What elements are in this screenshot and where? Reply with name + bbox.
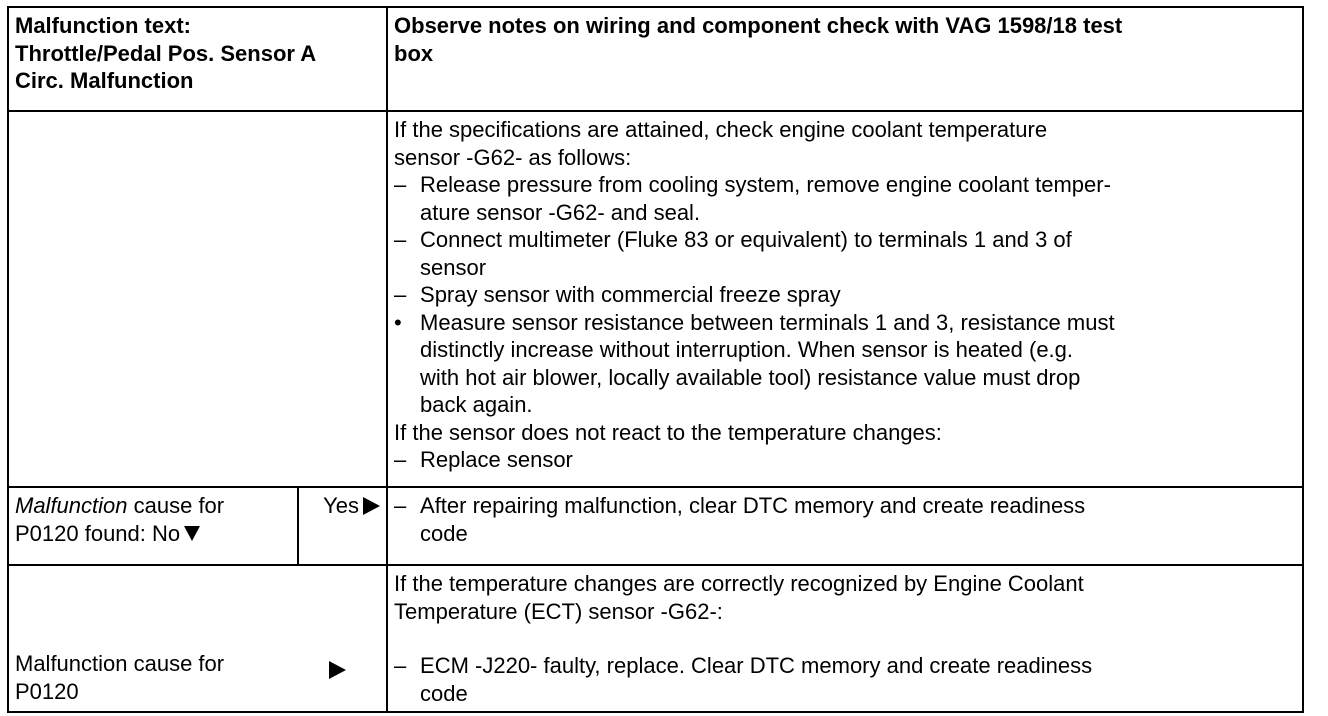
ecm-cell	[387, 565, 1303, 712]
malfunction-text-line-2: Throttle/Pedal Pos. Sensor A	[15, 40, 317, 66]
outro-line: If the sensor does not react to the temperature changes:	[394, 419, 942, 445]
cause-text: cause for	[127, 493, 225, 518]
ecm-row	[8, 565, 1303, 712]
step-line: code	[420, 520, 468, 546]
step-freeze-spray	[394, 281, 1296, 309]
yes-cell	[298, 487, 387, 565]
after-repair-cell	[387, 487, 1303, 565]
arrow-right-icon	[363, 497, 380, 515]
cause-found-cell	[8, 487, 298, 565]
dash-marker: –	[394, 282, 407, 307]
intro-line-1: If the specifications are attained, check engine coolant temperature	[394, 117, 1048, 142]
step-line: ature sensor -G62- and seal.	[420, 199, 701, 225]
step-measure-resistance	[394, 309, 1296, 419]
cause-found-row	[8, 487, 1303, 565]
header-row	[8, 7, 1303, 111]
procedure-table	[7, 6, 1304, 713]
notes-cell	[387, 7, 1303, 111]
step-line: Release pressure from cooling system, remove engine coolant temper-	[420, 172, 1111, 197]
step-line: After repairing malfunction, clear DTC memory and create readiness	[420, 493, 1086, 518]
arrow-right-icon	[329, 661, 346, 679]
step-line: sensor	[420, 254, 487, 280]
step-ecm-faulty	[394, 652, 1296, 707]
dash-marker: –	[394, 493, 407, 518]
ecm-intro-line-1: If the temperature changes are correctly recognized by Engine Coolant	[394, 571, 1084, 596]
dash-marker: –	[394, 447, 407, 472]
check-procedure-cell	[387, 111, 1303, 487]
cause-line-1: Malfunction cause for	[15, 651, 225, 676]
step-line: Replace sensor	[420, 447, 573, 472]
dash-marker: –	[394, 653, 407, 678]
step-replace-sensor	[394, 446, 1296, 474]
check-procedure-row	[8, 111, 1303, 487]
step-line: code	[420, 680, 468, 706]
repair-procedure-document	[7, 6, 1304, 709]
intro-line-2: sensor -G62- as follows:	[394, 144, 632, 170]
step-line: Measure sensor resistance between terminals 1 and 3, resistance must	[420, 309, 1115, 335]
notes-line-2: box	[394, 40, 434, 66]
dash-marker: –	[394, 172, 407, 197]
malfunction-text-line-3: Circ. Malfunction	[15, 68, 194, 93]
malfunction-text-cell	[8, 7, 387, 111]
notes-line-1: Observe notes on wiring and component check with VAG 1598/18 test	[394, 13, 1123, 38]
step-after-repair	[394, 492, 1296, 547]
step-line: with hot air blower, locally available tool) resistance value must drop	[420, 364, 1081, 390]
step-release-pressure	[394, 171, 1296, 226]
ecm-intro-line-2: Temperature (ECT) sensor -G62-:	[394, 598, 723, 624]
dash-marker: –	[394, 227, 407, 252]
cause-code-text: P0120 found: No	[15, 520, 181, 546]
malfunction-text-label: Malfunction text:	[15, 13, 191, 38]
cause-line-2: P0120	[15, 678, 79, 704]
step-line: distinctly increase without interruption. When sensor is heated (e.g.	[420, 337, 1074, 362]
step-line: Spray sensor with commercial freeze spray	[420, 282, 841, 307]
yes-label: Yes	[323, 493, 360, 518]
step-line: ECM -J220- faulty, replace. Clear DTC memory and create readiness	[420, 653, 1093, 678]
arrow-down-icon	[184, 526, 200, 541]
cause-cell	[8, 565, 387, 712]
cause-italic-word: Malfunction	[15, 493, 128, 518]
empty-left-cell	[8, 111, 387, 487]
step-connect-multimeter	[394, 226, 1296, 281]
bullet-marker: •	[394, 309, 402, 335]
step-line: Connect multimeter (Fluke 83 or equivalent) to terminals 1 and 3 of	[420, 227, 1072, 252]
step-line: back again.	[420, 392, 533, 417]
